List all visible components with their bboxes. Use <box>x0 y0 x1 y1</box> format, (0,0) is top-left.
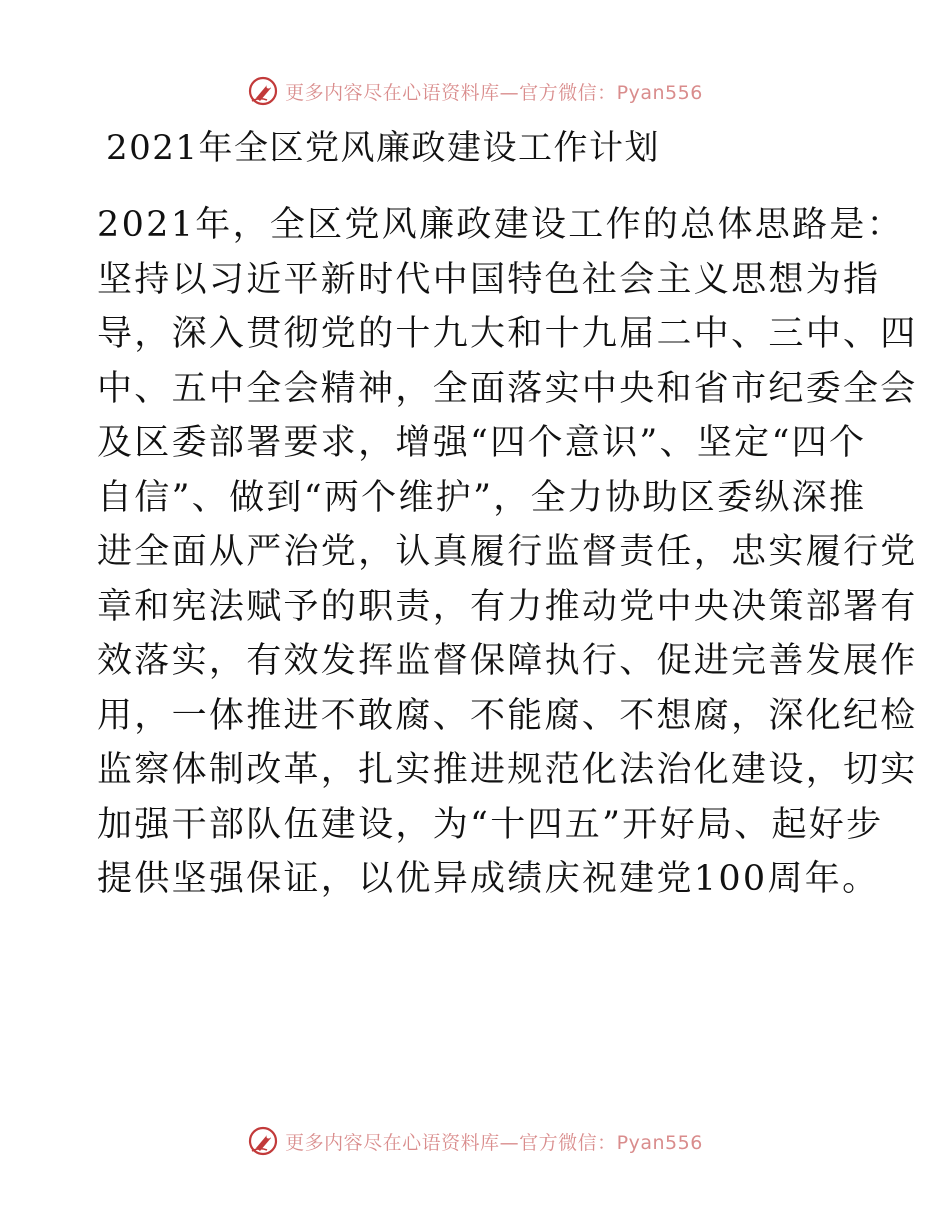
footer-banner-text: 更多内容尽在心语资料库—官方微信：Pyan556 <box>285 1131 703 1154</box>
paragraph-line: 坚持以习近平新时代中国特色社会主义思想为指 <box>97 259 881 300</box>
paragraph-line: 监察体制改革，扎实推进规范化法治化建设，切实 <box>97 750 918 790</box>
paragraph-line: 中、五中全会精神，全面落实中央和省市纪委全会 <box>97 368 918 409</box>
document-title: 2021年全区党风廉政建设工作计划 <box>106 128 661 168</box>
paragraph-line: 进全面从严治党，认真履行监督责任，忠实履行党 <box>97 532 918 572</box>
document-body <box>97 198 918 907</box>
paragraph-line: 导，深入贯彻党的十九大和十九届二中、三中、四 <box>97 314 918 354</box>
paragraph-line: 章和宪法赋予的职责，有力推动党中央决策部署有 <box>97 586 918 627</box>
pen-nib-logo-icon <box>247 75 279 107</box>
paragraph-line: 效落实，有效发挥监督保障执行、促进完善发展作 <box>97 641 918 681</box>
paragraph-line: 提供坚强保证，以优异成绩庆祝建党100周年。 <box>97 859 880 899</box>
paragraph-line: 加强干部队伍建设，为“十四五”开好局、起好步 <box>97 804 884 845</box>
paragraph-line: 用，一体推进不敢腐、不能腐、不想腐，深化纪检 <box>97 695 918 736</box>
paragraph-line: 及区委部署要求，增强“四个意识”、坚定“四个 <box>97 423 867 463</box>
header-banner-text: 更多内容尽在心语资料库—官方微信：Pyan556 <box>285 81 703 104</box>
header-banner <box>0 71 950 111</box>
footer-banner <box>0 1121 950 1161</box>
pen-nib-logo-icon <box>247 1125 279 1157</box>
paragraph-line: 2021年，全区党风廉政建设工作的总体思路是： <box>97 205 904 245</box>
paragraph-line: 自信”、做到“两个维护”，全力协助区委纵深推 <box>97 477 867 518</box>
